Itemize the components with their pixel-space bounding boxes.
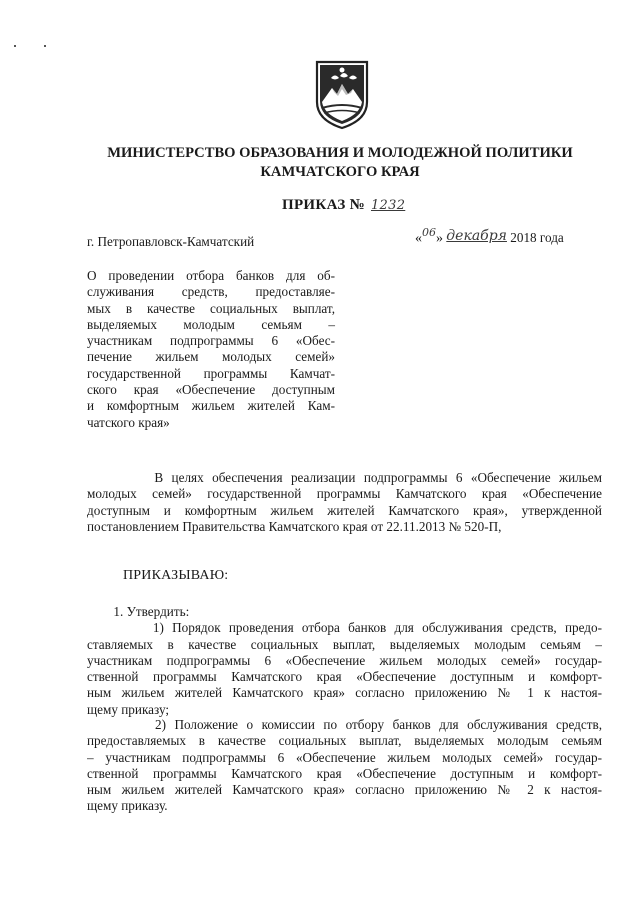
order-subject <box>87 268 335 431</box>
item-1-line: ным жильем жителей Камчатского края» согласно приложению № 1 к настоя- <box>87 685 602 701</box>
subject-line: О проведении отбора банков для об- <box>87 268 335 283</box>
item-2-line: 2) Положение о комиссии по отбору банков для обслуживания средств, <box>87 717 602 732</box>
kamchatka-emblem-icon <box>313 58 371 130</box>
scan-speck <box>44 45 46 47</box>
subject-line: выделяемых молодым семьям – <box>87 316 335 332</box>
item-2-line: ственной программы Камчатского края «Обеспечение доступным и комфорт- <box>87 765 602 781</box>
item-2-line: – участникам подпрограммы 6 «Обеспечение жильем молодых семей» государ- <box>87 749 602 765</box>
subject-line: ского края «Обеспечение доступным <box>87 382 335 398</box>
item-1-line: 1. Утвердить: <box>87 604 190 619</box>
order-label: ПРИКАЗ № <box>282 197 365 213</box>
subject-line: государственной программы Камчат- <box>87 365 335 381</box>
subject-line: чатского края» <box>87 414 170 430</box>
item-1-line: участникам подпрограммы 6 «Обеспечение жильем молодых семей» государ- <box>87 652 602 668</box>
subject-line: мых в качестве социальных выплат, <box>87 300 335 316</box>
subject-line: служивания средств, предоставляе- <box>87 284 335 300</box>
city: г. Петропавловск-Камчатский <box>87 234 255 249</box>
item-2-paragraph <box>87 717 602 815</box>
ministry-title-line1: МИНИСТЕРСТВО ОБРАЗОВАНИЯ И МОЛОДЕЖНОЙ ПОЛИТИКИ <box>107 145 573 161</box>
item-1-line: ставляемых в качестве социальных выплат, выделяемых молодым семьям – <box>87 636 602 652</box>
preamble-line: доступным и комфортным жильем жителей Камчатского края», утвержденной <box>87 502 602 518</box>
subject-line: участникам подпрограммы 6 «Обес- <box>87 333 335 349</box>
item-2-line: щему приказу. <box>87 798 168 814</box>
preamble-line: В целях обеспечения реализации подпрограммы 6 «Обеспечение жильем <box>87 470 602 485</box>
ministry-title-line2: КАМЧАТСКОГО КРАЯ <box>260 164 420 180</box>
date-open-quote: « <box>415 231 422 246</box>
item-1-paragraph <box>87 604 602 718</box>
preamble-line: молодых семей» государственной программы Камчатского края «Обеспечение <box>87 486 602 502</box>
date-day: 06 <box>422 226 436 239</box>
date-close-quote: » <box>436 231 443 246</box>
date-month: декабря <box>446 228 507 244</box>
item-2-line: ным жильем жителей Камчатского края» согласно приложению № 2 к настоя- <box>87 782 602 798</box>
order-date <box>415 226 564 247</box>
item-2-line: предоставляемых в качестве социальных выплат, выделяемых молодым семьям <box>87 733 602 749</box>
order-title <box>282 197 405 214</box>
item-1-line: щему приказу; <box>87 701 170 717</box>
order-number: 1232 <box>370 198 406 213</box>
subject-line: и комфортным жильем жителей Кам- <box>87 398 335 414</box>
ministry-title <box>40 144 640 182</box>
preamble-line: постановлением Правительства Камчатского края от 22.11.2013 № 520-П, <box>87 518 502 534</box>
date-year: 2018 года <box>510 230 564 245</box>
item-1-line: 1) Порядок проведения отбора банков для обслуживания средств, предо- <box>87 620 602 636</box>
preamble-paragraph <box>87 470 602 535</box>
item-1-line: ственной программы Камчатского края «Обеспечение доступным и комфорт- <box>87 669 602 685</box>
subject-line: печение жильем молодых семей» <box>87 349 335 365</box>
scan-speck <box>14 45 16 47</box>
command-heading: ПРИКАЗЫВАЮ: <box>123 568 229 583</box>
